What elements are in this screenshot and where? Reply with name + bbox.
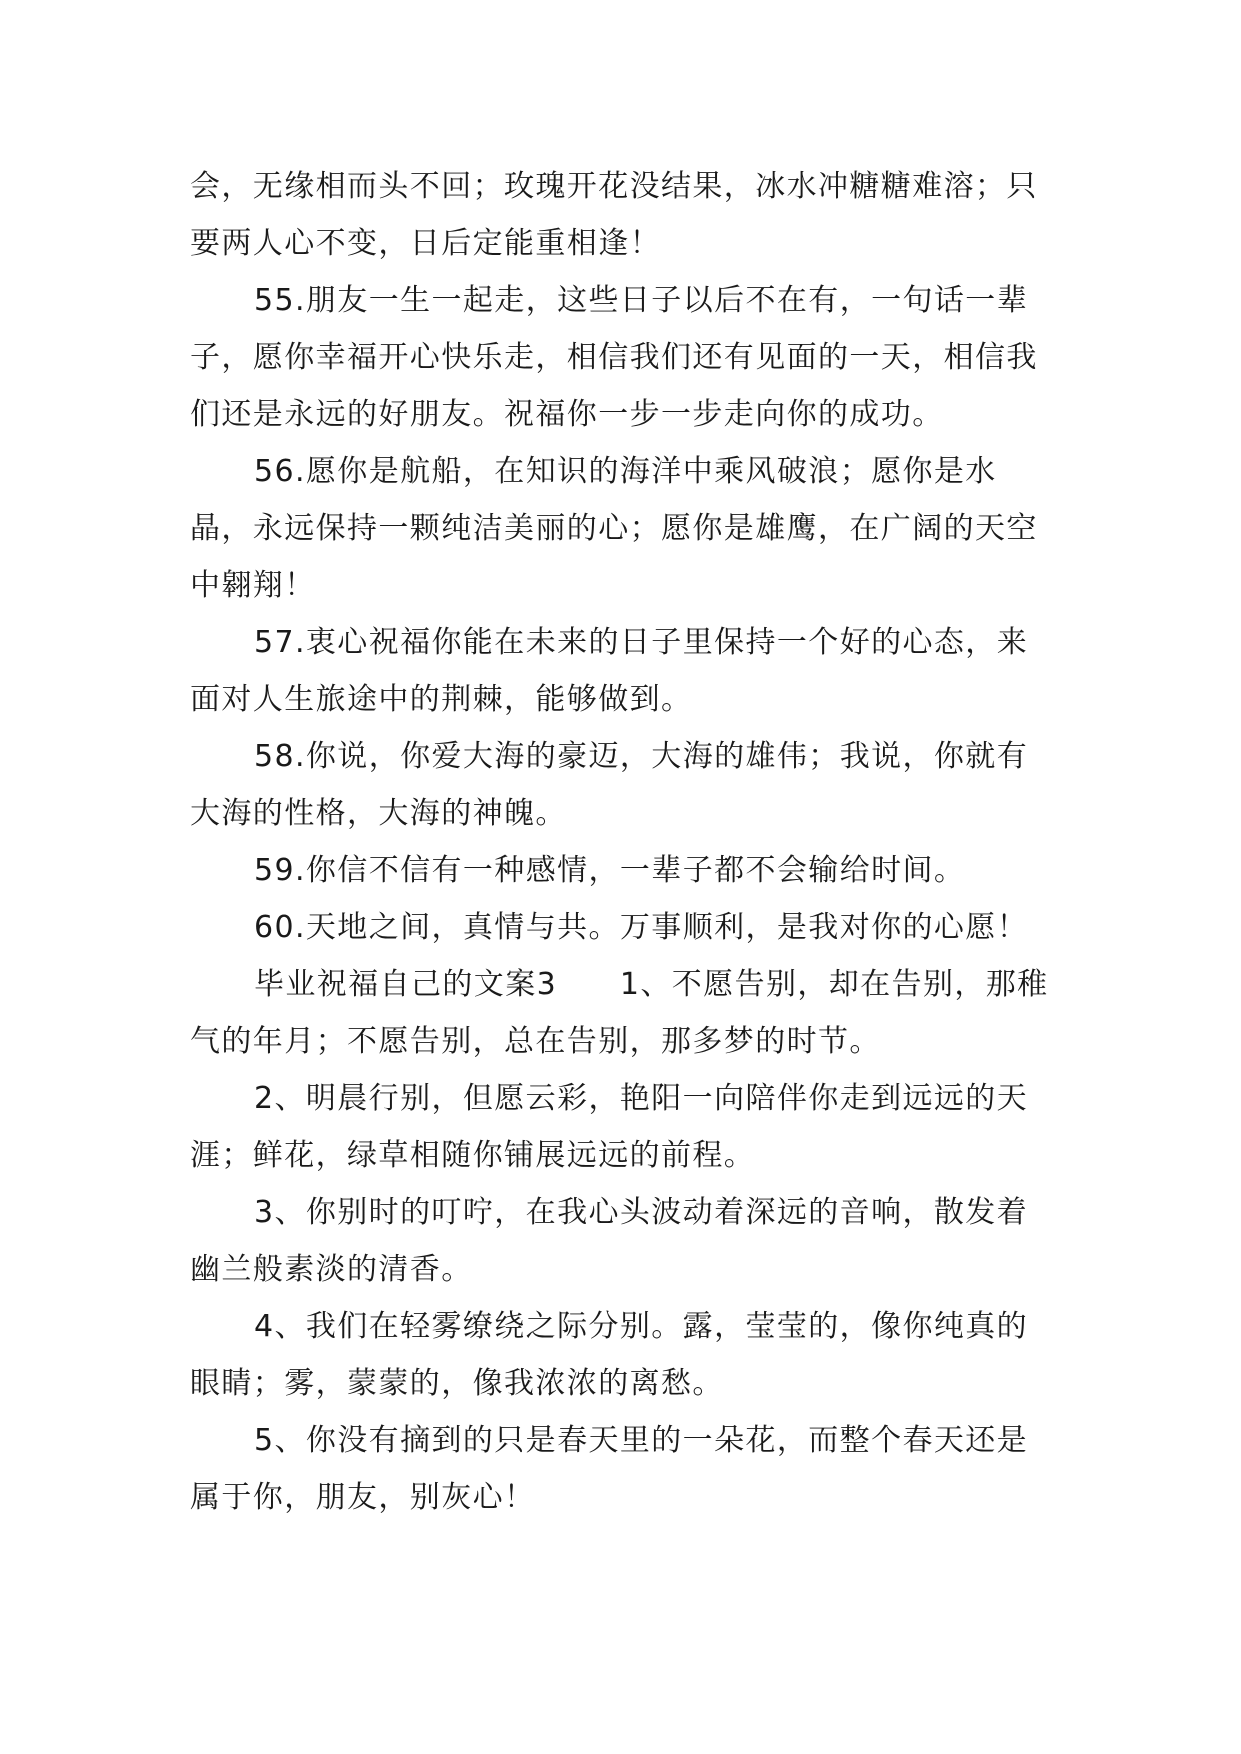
- paragraph-item-2: 2、明晨行别，但愿云彩，艳阳一向陪伴你走到远远的天涯；鲜花，绿草相随你铺展远远的前程。: [190, 1081, 1029, 1173]
- section-heading-paragraph: 毕业祝福自己的文案3 1、不愿告别，却在告别，那稚气的年月；不愿告别，总在告别，那多梦的时节。: [190, 967, 1049, 1059]
- paragraph-item-4: 4、我们在轻雾缭绕之际分别。露，莹莹的，像你纯真的眼睛；雾，蒙蒙的，像我浓浓的离愁。: [190, 1309, 1029, 1401]
- paragraph-56: 56.愿你是航船，在知识的海洋中乘风破浪；愿你是水晶，永远保持一颗纯洁美丽的心；愿你是雄鹰，在广阔的天空中翱翔！: [190, 454, 1038, 603]
- paragraph-item-3: 3、你别时的叮咛，在我心头波动着深远的音响，散发着幽兰般素淡的清香。: [190, 1195, 1029, 1287]
- body-text: [190, 158, 1050, 1526]
- paragraph-55: 55.朋友一生一起走，这些日子以后不在有，一句话一辈子，愿你幸福开心快乐走，相信我们还有见面的一天，相信我们还是永远的好朋友。祝福你一步一步走向你的成功。: [190, 283, 1038, 432]
- paragraph-59: 59.你信不信有一种感情，一辈子都不会输给时间。: [254, 853, 966, 888]
- paragraph-60: 60.天地之间，真情与共。万事顺利，是我对你的心愿！: [254, 910, 1029, 945]
- paragraph-57: 57.衷心祝福你能在未来的日子里保持一个好的心态，来面对人生旅途中的荆棘，能够做到。: [190, 625, 1029, 717]
- paragraph-item-5: 5、你没有摘到的只是春天里的一朵花，而整个春天还是属于你，朋友，别灰心！: [190, 1423, 1029, 1515]
- paragraph-58: 58.你说，你爱大海的豪迈，大海的雄伟；我说，你就有大海的性格，大海的神魄。: [190, 739, 1029, 831]
- paragraph-continuation: 会，无缘相而头不回；玫瑰开花没结果，冰水冲糖糖难溶；只要两人心不变，日后定能重相逢！: [190, 169, 1038, 261]
